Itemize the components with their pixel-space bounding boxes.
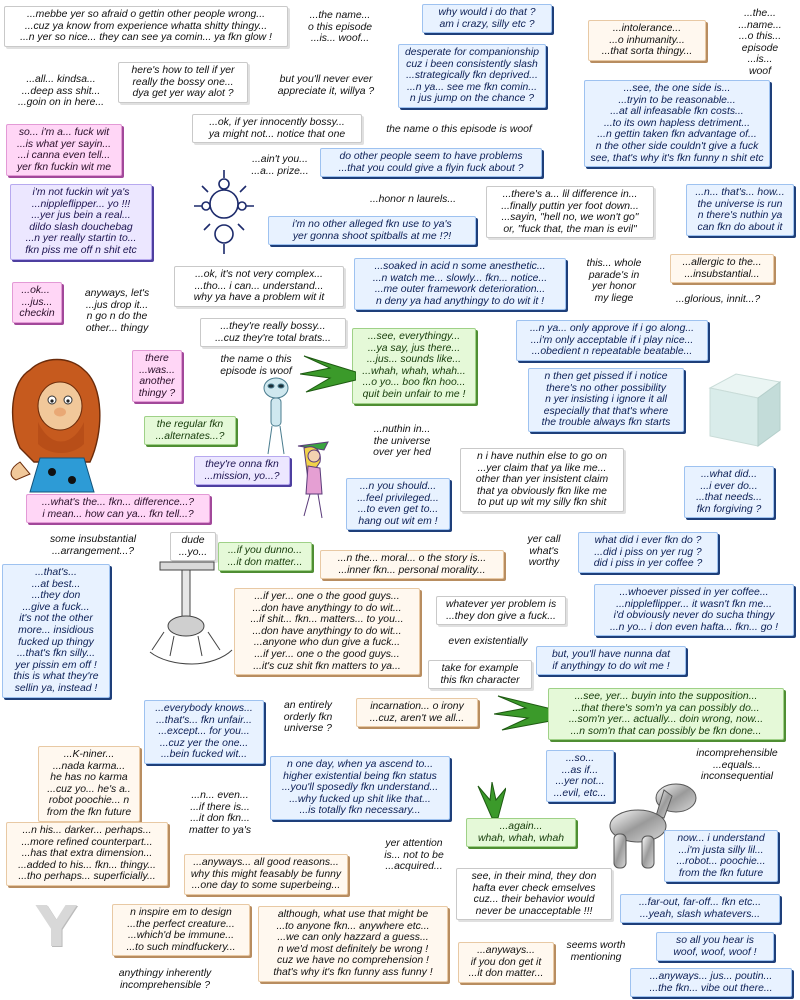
speech-bubble: whatever yer problem is ...they don give a fuck... — [436, 596, 566, 625]
robot-lamp-figure — [150, 562, 232, 664]
speech-bubble: ...again... whah, whah, whah — [466, 818, 576, 847]
narration-text: ...ain't you... ...a... prize... — [251, 154, 309, 177]
narration-text: the name o this episode is woof — [220, 354, 292, 377]
speech-bubble: ...everybody knows... ...that's... fkn unfair... ...except... for you... ...cuz yer the one... ...bein fucked wit... — [144, 700, 264, 764]
narration-text: ...n... even... ...if there is... ...it don fkn... matter to ya's — [188, 790, 252, 836]
splash-shape — [494, 696, 556, 730]
dancer-illustration — [288, 440, 338, 524]
speech-bubble: ...mebbe yer so afraid o gettin other people wrong... ...cuz ya know from experience whatta shitty thingy... ...n yer so nice... they can see ya comin... ya fkn glow ! — [4, 6, 288, 47]
narration-text: even existentially — [448, 636, 528, 647]
narration-text: ...nuthin in... the universe over yer hed — [373, 424, 431, 459]
narration-text: but you'll never ever appreciate it, willya ? — [277, 74, 375, 97]
speech-bubble: desperate for companionship cuz i been consistently slash ...strategically fkn deprived... ...n ya... see me fkn comin... n jus jump on the chance ? — [398, 44, 546, 108]
narration-text: this... whole parade's in yer honor my liege — [586, 258, 642, 304]
speech-bubble: why would i do that ? am i crazy, silly etc ? — [422, 4, 552, 33]
green-splash-decoration — [300, 354, 356, 394]
speech-bubble: so... i'm a... fuck wit ...is what yer sayin... ...i canna even tell... yer fkn fuckin wit me — [6, 124, 122, 176]
robot-lamp-illustration — [146, 560, 238, 668]
narration-text: ...the... ...name... ...o this... episode ...is... woof — [738, 8, 782, 77]
speech-bubble: here's how to tell if yer really the bossy one... dya get yer way alot ? — [118, 62, 248, 103]
speech-bubble: ...K-niner... ...nada karma... he has no karma ...cuz yo... he's a.. robot poochie... n from the fkn future — [38, 746, 140, 822]
narration-text: ...all... kindsa... ...deep ass shit... ...goin on in here... — [17, 74, 105, 109]
speech-bubble: ...that's... ...at best... ...they don ...give a fuck... it's not the other more... insidious fucked up thingy ...that's fkn silly... yer pissin em off ! this is what they're sellin ya, instead ! — [2, 564, 110, 698]
speech-bubble: now... i understand ...i'm justa silly lil... ...robot... poochie... from the fkn future — [664, 830, 778, 882]
caveman-figure — [11, 360, 100, 493]
green-splash-decoration — [494, 692, 556, 732]
splash-shape — [478, 782, 506, 818]
narration-text: ...the name... o this episode ...is... woof... — [307, 10, 373, 45]
speech-bubble: ...n ya... only approve if i go along... ...i'm only acceptable if i play nice... ...obedient n repeatable beatable... — [516, 320, 708, 361]
narration-text: ...glorious, innit...? — [675, 294, 761, 305]
speech-bubble: ...there's a... lil difference in... ...finally puttin yer foot down... ...sayin, "hell no, we won't go" or, "fuck that, the man is evil" — [486, 186, 654, 238]
narration-text: incomprehensible ...equals... inconsequential — [696, 748, 778, 783]
speech-bubble: n inspire em to design ...the perfect creature... ...which'd be immune... ...to such mindfuckery... — [112, 904, 250, 956]
speech-bubble: although, what use that might be ...to anyone fkn... anywhere etc... ...we can only hazzard a guess... n we'd most definitely be wrong ! cuz we have no comprehension ! that's why it's fkn funny ass funny ! — [258, 906, 448, 982]
speech-bubble: i'm no other alleged fkn use to ya's yer gonna shoot spitballs at me !?! — [268, 216, 476, 245]
narration-text: an entirely orderly fkn universe ? — [283, 700, 333, 735]
speech-bubble: ...soaked in acid n some anesthetic... ...n watch me... slowly... fkn... notice... ...me outer framework deterioration... n deny ya had anythingy to do wit it ! — [354, 258, 566, 310]
narration-text: some insubstantial ...arrangement...? — [49, 534, 137, 557]
speech-bubble: there ...was... another thingy ? — [132, 350, 182, 402]
speech-bubble: ...so... ...as if... ...yer not... ...evil, etc... — [546, 750, 614, 802]
speech-bubble: see, in their mind, they don hafta ever check emselves cuz... their behavior would never be unacceptable !!! — [456, 868, 612, 920]
speech-bubble: ...ok... ...jus... checkin — [12, 282, 62, 323]
speech-bubble: take for example this fkn character — [428, 660, 532, 689]
narration-text: yer call what's worthy — [527, 534, 561, 569]
narration-text: anythingy inherently incomprehensible ? — [118, 968, 212, 991]
dancer-figure — [298, 442, 328, 518]
speech-bubble: ...see, everythingy... ...ya say, jus there... ...jus... sounds like... ...whah, whah, whah... ...o yo... boo fkn hoo... quit bein unfair to me ! — [352, 328, 476, 404]
narration-text: the name o this episode is woof — [386, 124, 532, 135]
speech-bubble: ...n... that's... how... the universe is run n there's nuthin ya can fkn do about it — [686, 184, 794, 236]
speech-bubble: n then get pissed if i notice there's no other possibility n yer insisting i ignore it all especially that that's where the trouble always fkn starts — [528, 368, 684, 432]
speech-bubble: ...anyways... if you don get it ...it don matter... — [458, 942, 554, 983]
speech-bubble: i'm not fuckin wit ya's ...nippleflipper... yo !!! ...yer jus bein a real... dildo slash douchebag ...n yer really startin to... fkn piss me off n shit etc — [10, 184, 152, 260]
speech-bubble: so all you hear is woof, woof, woof ! — [656, 932, 774, 961]
speech-bubble: ...ok, it's not very complex... ...tho... i can... understand... why ya have a problem wit it — [174, 266, 344, 307]
speech-bubble: ...see, the one side is... ...tryin to be reasonable... ...at all infeasable fkn costs... ...to its own hapless detriment... ...n gettin taken fkn advantage of... n the other side couldn't give a fuck see, that's why it's fkn funny n shit etc — [584, 80, 770, 167]
speech-bubble: ...if you dunno... ...it don matter... — [218, 542, 312, 571]
speech-bubble: ...intolerance... ...o inhumanity... ...that sorta thingy... — [588, 20, 706, 61]
speech-bubble: dude ...yo... — [170, 532, 216, 561]
narration-text: ...honor n laurels... — [369, 194, 457, 205]
speech-bubble: incarnation... o irony ...cuz, aren't we all... — [356, 698, 478, 727]
speech-bubble: ...anyways... jus... poutin... ...the fkn... vibe out there... — [630, 968, 792, 997]
speech-bubble: ...anyways... all good reasons... why this might feasably be funny ...one day to some superbeing... — [184, 854, 348, 895]
logo-letter: Y — [36, 895, 77, 960]
cube-illustration — [700, 366, 784, 450]
speech-bubble: n one day, when ya ascend to... higher existential being fkn status ...you'll sposedly fkn understand... ...why fucked up shit like that... ...is totally fkn necessary... — [270, 756, 450, 820]
speech-bubble: the regular fkn ...alternates...? — [144, 416, 236, 445]
speech-bubble: ...see, yer... buyin into the supposition... ...that there's som'n ya can possibly do... ...som'n yer... actually... doin wrong, now... ...n som'n that can possibly be fkn done... — [548, 688, 784, 740]
speech-bubble: ...whoever pissed in yer coffee... ...nippleflipper... it wasn't fkn me... i'd obviously never do sucha thingy ...n yo... i don even hafta... fkn... go ! — [594, 584, 794, 636]
green-splash-decoration — [476, 782, 506, 818]
speech-bubble: ...if yer... one o the good guys... ...don have anythingy to do wit... ...if shit... fkn... matters... to you... ...don have anythingy to do wit... ...anyone who dun give a fuck... ...if yer... one o the good guys... ...it's cuz shit fkn matters to ya... — [234, 588, 420, 675]
speech-bubble: do other people seem to have problems ...that you could give a flyin fuck about ? — [320, 148, 542, 177]
narration-text: yer attention is... not to be ...acquired... — [384, 838, 444, 873]
cube-shape — [710, 374, 780, 446]
speech-bubble: ...far-out, far-off... fkn etc... ...yeah, slash whatevers... — [620, 894, 780, 923]
speech-bubble: ...allergic to the... ...insubstantial... — [670, 254, 774, 283]
speech-bubble: ...n the... moral... o the story is... ...inner fkn... personal morality... — [320, 550, 504, 579]
caveman-illustration — [0, 352, 128, 494]
speech-bubble: but, you'll have nunna dat if anythingy to do wit me ! — [536, 646, 686, 675]
speech-bubble: ...what's the... fkn... difference...? i mean... how can ya... fkn tell...? — [26, 494, 210, 523]
speech-bubble: ...they're really bossy... ...cuz they're total brats... — [200, 318, 346, 347]
speech-bubble: n i have nuthin else to go on ...yer claim that ya like me... other than yer insistent claim that ya obviously fkn like me to put up wit my silly fkn shit — [460, 448, 624, 512]
speech-bubble: ...n you should... ...feel privileged... ...to even get to... hang out wit em ! — [346, 478, 450, 530]
alien-figure — [264, 378, 288, 454]
speech-bubble: ...what did... ...i ever do... ...that needs... fkn forgiving ? — [684, 466, 774, 518]
speech-bubble: ...ok, if yer innocently bossy... ya might not... notice that one — [192, 114, 362, 143]
speech-bubble: what did i ever fkn do ? ...did i piss on yer rug ? did i piss in yer coffee ? — [578, 532, 718, 573]
speech-bubble: ...n his... darker... perhaps... ...more refined counterpart... ...has that extra dimension... ...added to his... fkn... thingy... ...tho perhaps... superficially... — [6, 822, 168, 886]
narration-text: seems worth mentioning — [566, 940, 626, 963]
narration-text: anyways, let's ...jus drop it... n go n do the other... thingy — [84, 288, 150, 334]
fractal-illustration — [178, 166, 272, 258]
splash-shape — [300, 356, 356, 392]
speech-bubble: they're onna fkn ...mission, yo...? — [194, 456, 290, 485]
fractal-shape — [194, 170, 254, 254]
